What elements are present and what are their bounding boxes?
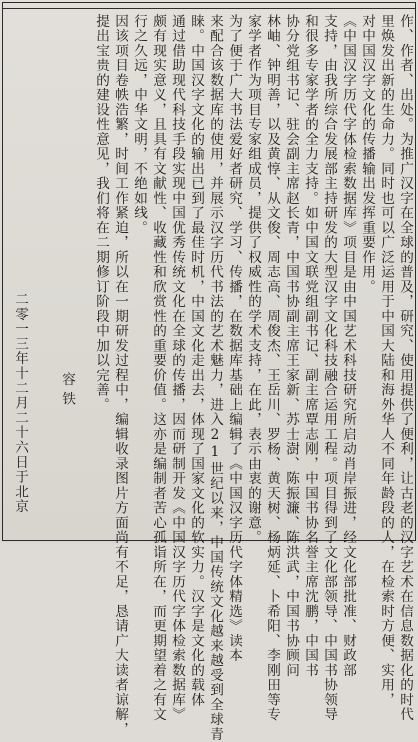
text-column: 颇有现实意义，且具有文献性、收藏性和欣赏性的重要价值。这亦是编制者苦心孤诣所在，而更期望着之有文 <box>150 14 166 722</box>
signature-date: 二零一三年十二月二十六日于北京 <box>12 292 28 514</box>
text-column: 协分党组书记、驻会副主席赵长青，中国书协副主席王家新、苏士澍、陈振濂、陈洪武，中国书协顾问 <box>283 14 299 678</box>
text-column: 和很多专家学者的全力支持。如中国文联党组副书记、副主席覃志刚，中国书协名誉主席沈鹏，中国书 <box>302 14 318 678</box>
text-column: 对中国汉字文化的传播输出发挥重要作用。 <box>359 14 375 295</box>
text-column: 作、作者、出处。为推广汉字在全球的普及，研究、使用提供了便利，让古老的汉字艺术在信息数据化的时代 <box>397 14 413 722</box>
text-column: 提出宝贵的建设性意见，我们将在二期修订阶段中加以完善。 <box>93 14 109 413</box>
text-column: 支持，由我所综合发展部主持研发的大型汉字文化科技融合运用工程。项目得到了文化部领导、中国书协领导 <box>321 14 337 722</box>
text-column: 因该项目卷帙浩繁，时间工作紧迫，所以在一期研发过程中，编辑收录图片方面尚有不足，恳请广大读者谅解， <box>112 14 128 737</box>
text-column: 通过借助现代科技手段实现中国优秀传统文化在全球的传播，因而研制开发《中国汉字历代字体检索数据库》 <box>169 14 185 722</box>
text-column: 行之久远，中华文明，不绝如线。 <box>131 14 147 236</box>
text-column: 林岫、钟明善，以及黄惇、从文俊、周志高、周俊杰、王岳川、罗杨、黄天树、杨炳延、卜希阳、李刚田等专 <box>264 14 280 722</box>
signature-name: 容铁 <box>59 372 75 412</box>
text-column: 为了便于广大书法爱好者研究、学习、传播，在数据库基础上编辑了《中国汉字历代字体精选》读本 <box>226 14 242 663</box>
text-column: 家学者作为项目专家组成员，提供了权威性的学术支持，在此，表示由衷的谢意。 <box>245 14 261 545</box>
text-column: 睐。中国汉字文化的输出已到了最佳时机，中国文化走出去，体现了国家文化的软实力。汉字是文化的载体 <box>188 14 204 708</box>
text-column: 《中国汉字历代字体检索数据库》项目是由中国艺术科技研究所启动肖岸振进，经文化部批准、财政部 <box>340 14 356 678</box>
text-column: 里焕发出新的生命力。同时也可以广泛运用于中国大陆和海外华人不同年龄段的人，在检索时方便、实用， <box>378 14 394 708</box>
top-rule <box>2 8 416 9</box>
text-column: 来配合该数据库的使用，并展示汉字历代书法的艺术魅力，进入21世纪以来，中国传统文化越来越受到全球青 <box>207 14 223 742</box>
